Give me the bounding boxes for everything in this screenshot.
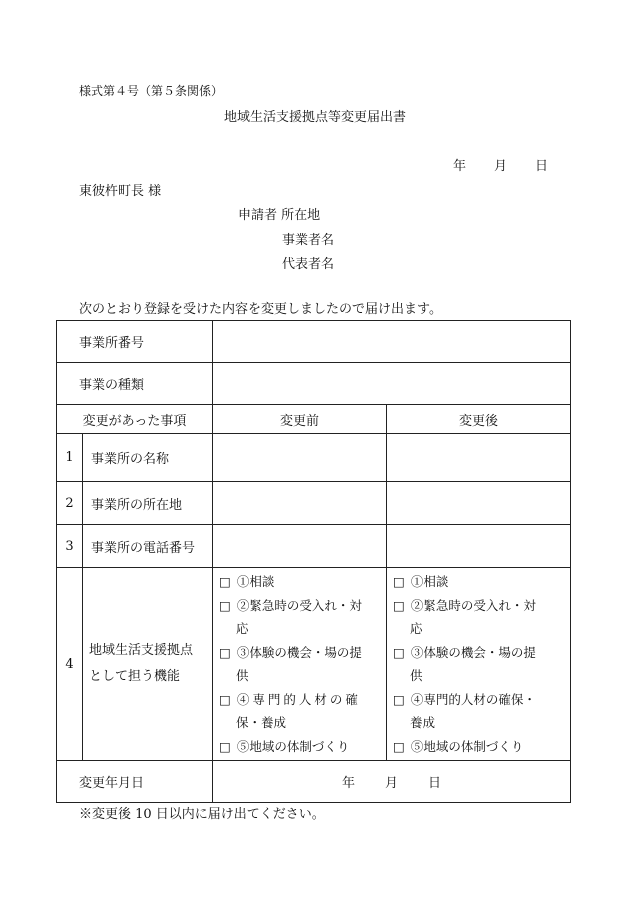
office-number-row — [57, 321, 571, 363]
representative-label: 代表者名 — [282, 257, 335, 272]
after-options — [387, 568, 571, 761]
submission-date — [453, 155, 548, 174]
after-field[interactable] — [387, 434, 571, 482]
change-date-day: 日 — [428, 776, 442, 791]
before-field[interactable] — [213, 525, 387, 568]
checkbox-icon[interactable]: □ — [393, 691, 405, 707]
date-day: 日 — [535, 159, 549, 174]
addressee: 東彼杵町長 様 — [79, 184, 162, 199]
header-row — [57, 405, 571, 434]
before-field[interactable] — [213, 482, 387, 525]
option-community[interactable] — [219, 735, 380, 759]
checkbox-icon[interactable]: □ — [393, 738, 405, 754]
row-label: 事業所の電話番号 — [83, 525, 213, 568]
option-emergency[interactable] — [219, 594, 380, 641]
before-header: 変更前 — [213, 405, 387, 434]
option-text-cont: 応 — [236, 621, 249, 636]
change-date-row — [57, 761, 571, 803]
option-text-cont: 保・養成 — [236, 715, 287, 730]
before-options — [213, 568, 387, 761]
option-text: ③体験の機会・場の提 — [410, 644, 536, 660]
change-date-year: 年 — [341, 776, 355, 791]
function-label — [83, 568, 213, 761]
office-number-field[interactable] — [213, 321, 571, 363]
option-text: ④専門的人材の確保・ — [410, 691, 536, 707]
option-experience[interactable] — [393, 641, 564, 688]
option-text: ④専門的人材の確 — [236, 691, 361, 707]
after-field[interactable] — [387, 525, 571, 568]
change-date-field[interactable] — [213, 761, 571, 803]
checkbox-icon[interactable]: □ — [219, 597, 231, 613]
checkbox-icon[interactable]: □ — [393, 574, 405, 589]
row-number: 2 — [57, 482, 83, 525]
table-row — [57, 525, 571, 568]
option-experience[interactable] — [219, 641, 380, 688]
option-emergency[interactable] — [393, 594, 564, 641]
footnote: ※変更後 10 日以内に届け出てください。 — [79, 807, 325, 822]
option-specialist[interactable] — [219, 688, 380, 735]
change-date-label: 変更年月日 — [57, 761, 213, 803]
changed-item-header: 変更があった事項 — [57, 405, 213, 434]
option-text-cont: 養成 — [410, 715, 436, 730]
option-text: ①相談 — [236, 574, 275, 589]
option-text: ①相談 — [410, 574, 449, 589]
option-consultation[interactable] — [393, 570, 564, 594]
option-text-cont: 供 — [410, 668, 423, 683]
document-title: 地域生活支援拠点等変更届出書 — [223, 110, 406, 125]
business-name-label: 事業者名 — [282, 233, 335, 248]
option-consultation[interactable] — [219, 570, 380, 594]
date-month: 月 — [494, 159, 508, 174]
date-year: 年 — [453, 159, 467, 174]
table-row — [57, 482, 571, 525]
change-form-table — [56, 320, 571, 803]
row-label: 事業所の名称 — [83, 434, 213, 482]
before-field[interactable] — [213, 434, 387, 482]
option-text-cont: 応 — [410, 621, 423, 636]
after-field[interactable] — [387, 482, 571, 525]
business-type-row — [57, 363, 571, 405]
option-text-cont: 供 — [236, 668, 249, 683]
option-text: ⑤地域の体制づくり — [236, 738, 350, 754]
checkbox-icon[interactable]: □ — [219, 738, 231, 754]
row-label: 事業所の所在地 — [83, 482, 213, 525]
intro-text: 次のとおり登録を受けた内容を変更しましたので届け出ます。 — [79, 302, 442, 317]
checkbox-icon[interactable]: □ — [393, 597, 405, 613]
option-text: ②緊急時の受入れ・対 — [410, 597, 536, 613]
option-text: ⑤地域の体制づくり — [410, 738, 524, 754]
row-number: 3 — [57, 525, 83, 568]
business-type-label: 事業の種類 — [57, 363, 213, 405]
table-row — [57, 434, 571, 482]
form-number: 様式第４号（第５条関係） — [79, 84, 224, 98]
checkbox-icon[interactable]: □ — [219, 691, 231, 707]
applicant-address-label: 申請者 所在地 — [238, 208, 321, 223]
option-community[interactable] — [393, 735, 564, 759]
option-specialist[interactable] — [393, 688, 564, 735]
function-label-line1: 地域生活支援拠点 — [89, 643, 194, 658]
office-number-label: 事業所番号 — [57, 321, 213, 363]
checkbox-icon[interactable]: □ — [219, 644, 231, 660]
business-type-field[interactable] — [213, 363, 571, 405]
checkbox-icon[interactable]: □ — [219, 574, 231, 589]
function-label-line2: として担う機能 — [89, 669, 181, 684]
checkbox-icon[interactable]: □ — [393, 644, 405, 660]
after-header: 変更後 — [387, 405, 571, 434]
function-row — [57, 568, 571, 761]
row-number: 4 — [57, 568, 83, 761]
option-text: ②緊急時の受入れ・対 — [236, 597, 362, 613]
row-number: 1 — [57, 434, 83, 482]
change-date-month: 月 — [385, 776, 399, 791]
option-text: ③体験の機会・場の提 — [236, 644, 362, 660]
